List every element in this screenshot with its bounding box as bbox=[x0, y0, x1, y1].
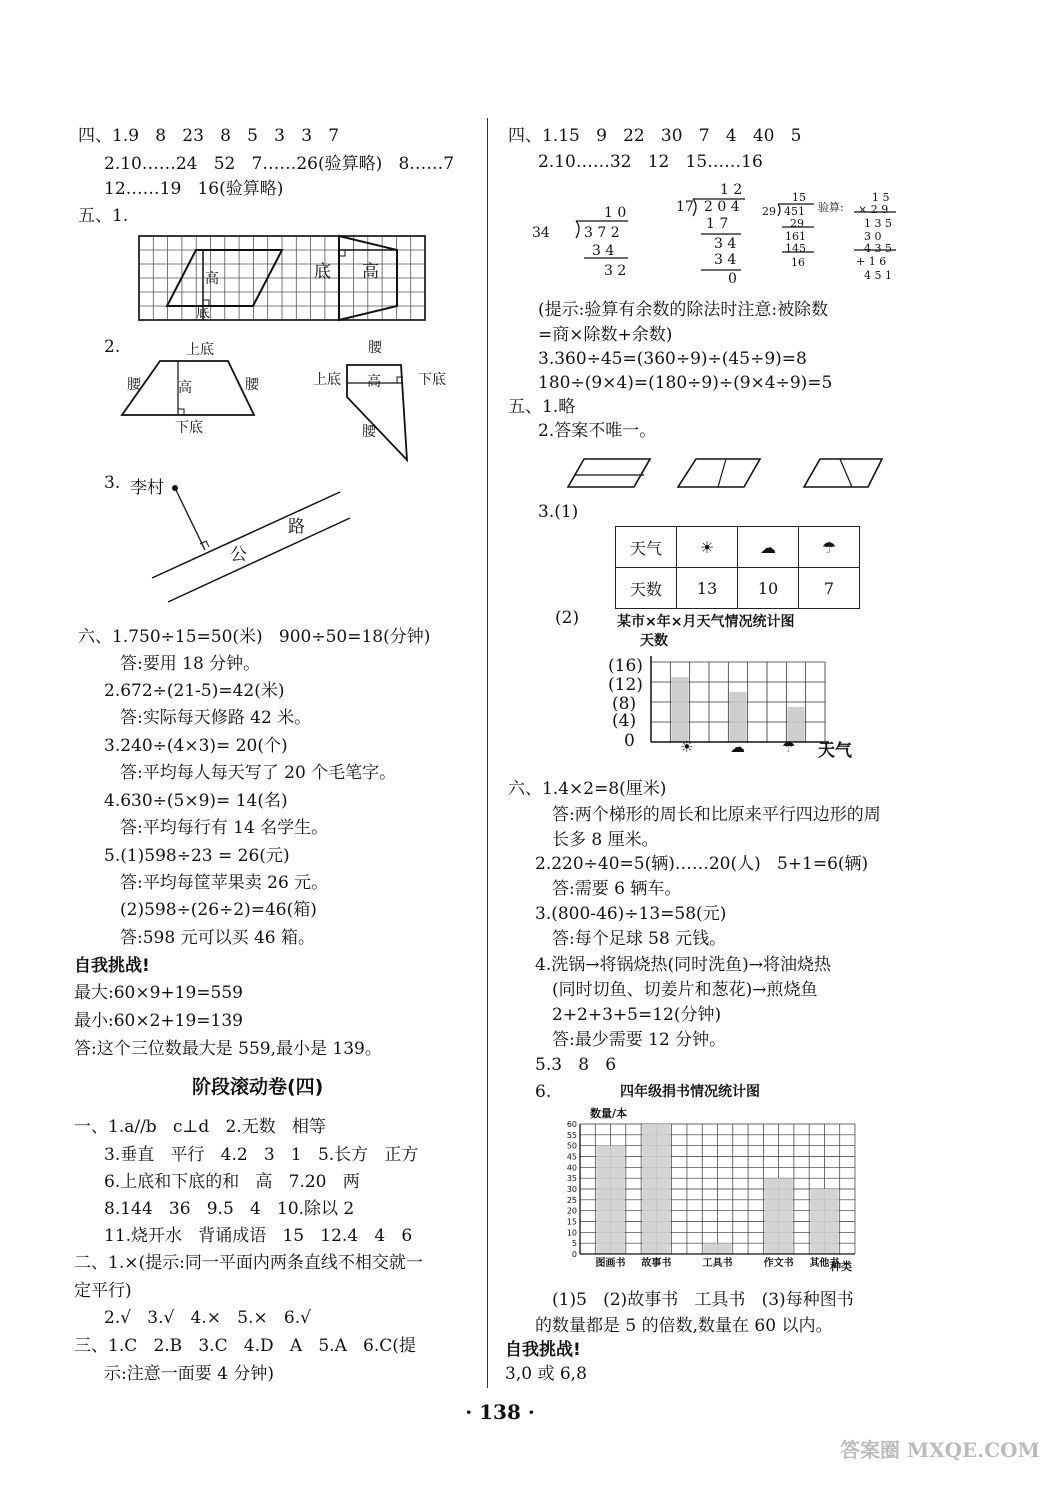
left-s1-line: 11.烧开水 背诵成语 15 12.4 4 6 bbox=[104, 1226, 413, 1246]
right-s6-line: 2.220÷40=5(辆)……20(人) 5+1=6(辆) bbox=[535, 854, 869, 874]
right-s5-line2: 2.答案不唯一。 bbox=[538, 421, 657, 441]
left-s6-line: 答:平均每行有 14 名学生。 bbox=[120, 818, 329, 838]
right-s6-line: 5.3 8 6 bbox=[535, 1055, 617, 1075]
left-s6-line: 答:实际每天修路 42 米。 bbox=[120, 708, 312, 728]
chart2-ytick: 25 bbox=[566, 1195, 577, 1205]
chart1-rainy-icon: ☂ bbox=[782, 738, 796, 756]
chart2-bar bbox=[810, 1189, 839, 1254]
left-s3-line: 示:注意一面要 4 分钟) bbox=[104, 1364, 274, 1384]
weather-row-label: 天气 bbox=[616, 527, 677, 568]
left-challenge-line: 最小:60×2+19=139 bbox=[74, 1011, 243, 1031]
chart2-bar bbox=[642, 1124, 671, 1254]
div3-divisor: 29 bbox=[762, 205, 776, 218]
sunny-days: 13 bbox=[677, 568, 738, 609]
div1-remainder: 3 2 bbox=[604, 263, 627, 279]
chart1-ytick: 0 bbox=[624, 731, 635, 751]
div3-remainder-2: 16 bbox=[791, 256, 805, 269]
chart2-ytick: 35 bbox=[566, 1174, 577, 1184]
right-ans6-line: 的数量都是 5 的倍数,数量在 60 以内。 bbox=[535, 1316, 833, 1336]
check-line-e: 4 3 5 bbox=[864, 242, 892, 255]
right-s6-line: 六、1.4×2=8(厘米) bbox=[508, 779, 667, 799]
left-s6-line: 4.630÷(5×9)= 14(名) bbox=[104, 791, 288, 811]
check-line-a: 1 5 bbox=[872, 191, 890, 204]
trap2-height: 高 bbox=[367, 374, 381, 390]
left-s5-item3: 3. bbox=[104, 473, 121, 493]
chart2-ytick: 60 bbox=[566, 1120, 577, 1129]
chart2-category-label: 图画书 bbox=[595, 1258, 626, 1269]
trap2-bottom-base: 下底 bbox=[418, 372, 446, 388]
weather-table bbox=[615, 526, 860, 609]
check-line-d: 3 0 bbox=[864, 230, 882, 243]
right-challenge-title: 自我挑战! bbox=[505, 1340, 581, 1360]
chart2-category-label: 作文书 bbox=[763, 1258, 794, 1269]
chart1-ytick: (12) bbox=[608, 675, 643, 695]
right-s6-line: 长多 8 厘米。 bbox=[552, 830, 659, 850]
chart1-ytick: (8) bbox=[612, 694, 637, 714]
section-title: 阶段滚动卷(四) bbox=[192, 1076, 324, 1098]
trapezoid-figure-2 bbox=[345, 355, 420, 465]
chart1-bar bbox=[671, 677, 688, 742]
trap2-leg-bottom: 腰 bbox=[362, 424, 376, 440]
chart2-bar bbox=[703, 1243, 732, 1254]
chart1-number: (2) bbox=[555, 608, 580, 628]
left-s5-item2: 2. bbox=[104, 337, 121, 357]
left-challenge-title: 自我挑战! bbox=[74, 956, 150, 976]
div3-dividend: 451 bbox=[784, 205, 805, 218]
div1-divisor: 34 bbox=[532, 225, 550, 241]
left-s4-line1: 四、1.9 8 23 8 5 3 3 7 bbox=[78, 126, 340, 146]
div2-remainder-1: 3 4 bbox=[714, 236, 737, 252]
left-s2-line: 定平行) bbox=[74, 1281, 132, 1301]
trap1-height: 高 bbox=[178, 380, 192, 396]
div2-product-2: 3 4 bbox=[714, 252, 737, 268]
right-s5-line1: 五、1.略 bbox=[508, 397, 576, 417]
cloudy-days: 10 bbox=[738, 568, 799, 609]
right-challenge-line: 3,0 或 6,8 bbox=[505, 1364, 587, 1384]
village-label: 李村 bbox=[130, 478, 164, 498]
left-s4-line3: 12……19 16(验算略) bbox=[104, 179, 284, 199]
right-hint-line: (提示:验算有余数的除法时注意:被除数 bbox=[538, 300, 829, 320]
right-s6-line: 6. bbox=[535, 1082, 552, 1102]
left-s1-line: 3.垂直 平行 4.2 3 1 5.长方 正方 bbox=[104, 1145, 419, 1165]
road-label-2: 路 bbox=[288, 517, 305, 537]
check-line-b: × 2 9 bbox=[858, 203, 889, 216]
column-divider bbox=[487, 118, 488, 1388]
trap1-leg-left: 腰 bbox=[127, 377, 141, 393]
right-s6-line: 答:两个梯形的周长和比原来平行四边形的周 bbox=[552, 805, 881, 825]
check-line-f: + 1 6 bbox=[856, 255, 887, 268]
grid-label-height-2: 高 bbox=[362, 262, 379, 282]
left-s2-line: 二、1.×(提示:同一平面内两条直线不相交就一 bbox=[74, 1253, 423, 1273]
chart2-ytick: 15 bbox=[566, 1217, 577, 1227]
days-row-label: 天数 bbox=[616, 568, 677, 609]
left-s2-line: 2.√ 3.√ 4.× 5.× 6.√ bbox=[104, 1308, 311, 1328]
check-line-g: 4 5 1 bbox=[864, 269, 892, 282]
right-s4-3-line: 3.360÷45=(360÷9)÷(45÷9)=8 bbox=[538, 349, 807, 369]
check-line-c: 1 3 5 bbox=[864, 217, 892, 230]
left-s6-line: 答:598 元可以买 46 箱。 bbox=[120, 928, 316, 948]
grid-label-base-2: 底 bbox=[314, 262, 331, 282]
chart2-bar bbox=[764, 1178, 793, 1254]
right-s4-line1: 四、1.15 9 22 30 7 4 40 5 bbox=[508, 126, 802, 146]
div3-product-2: 145 bbox=[785, 242, 806, 255]
chart2-ylabel: 数量/本 bbox=[590, 1107, 628, 1120]
left-s5-heading: 五、1. bbox=[78, 206, 129, 226]
right-s6-line: 答:每个足球 58 元钱。 bbox=[552, 929, 727, 949]
left-s1-line: 一、1.a//b c⊥d 2.无数 相等 bbox=[74, 1117, 326, 1137]
left-s3-line: 三、1.C 2.B 3.C 4.D A 5.A 6.C(提 bbox=[74, 1336, 416, 1356]
right-s6-line: (同时切鱼、切姜片和葱花)→煎烧鱼 bbox=[552, 980, 818, 1000]
left-s6-line: 3.240÷(4×3)= 20(个) bbox=[104, 736, 288, 756]
div3-quotient: 15 bbox=[792, 191, 806, 204]
chart2-title: 四年级捐书情况统计图 bbox=[620, 1084, 760, 1100]
div2-quotient: 1 2 bbox=[720, 182, 743, 198]
chart2-xlabel: 种类 bbox=[830, 1260, 852, 1273]
left-s4-line2: 2.10……24 52 7……26(验算略) 8……7 bbox=[104, 154, 455, 174]
trap2-top-base: 上底 bbox=[313, 372, 341, 388]
right-s6-line: 3.(800-46)÷13=58(元) bbox=[535, 904, 727, 924]
rainy-days: 7 bbox=[799, 568, 860, 609]
chart2-ytick: 30 bbox=[566, 1185, 577, 1194]
chart2-ytick: 40 bbox=[566, 1163, 577, 1173]
right-s4-3-line: 180÷(9×4)=(180÷9)÷(9×4÷9)=5 bbox=[538, 373, 833, 393]
trap1-leg-right: 腰 bbox=[245, 377, 259, 393]
left-s1-line: 6.上底和下底的和 高 7.20 两 bbox=[104, 1172, 360, 1192]
chart2-ytick: 45 bbox=[566, 1152, 577, 1162]
left-challenge-line: 答:这个三位数最大是 559,最小是 139。 bbox=[74, 1039, 382, 1059]
div2-divisor: 17 bbox=[676, 199, 694, 215]
chart2-ytick: 10 bbox=[566, 1228, 577, 1238]
left-s6-line: 答:要用 18 分钟。 bbox=[120, 654, 261, 674]
div3-product-1: 29 bbox=[790, 217, 804, 230]
page-number: · 138 · bbox=[465, 1400, 535, 1424]
right-s4-line2: 2.10……32 12 15……16 bbox=[538, 152, 763, 172]
chart1-ytick: (16) bbox=[608, 656, 643, 676]
right-s6-line: 2+2+3+5=12(分钟) bbox=[552, 1005, 722, 1025]
road-label-1: 公 bbox=[230, 545, 247, 565]
right-s5-line3: 3.(1) bbox=[538, 502, 579, 522]
div1-product: 3 4 bbox=[592, 243, 615, 259]
chart1-ytick: (4) bbox=[612, 711, 637, 731]
chart1-bar bbox=[729, 692, 746, 742]
left-s6-line: 答:平均每筐苹果卖 26 元。 bbox=[120, 873, 329, 893]
chart2-category-label: 工具书 bbox=[702, 1258, 733, 1269]
div2-product-1: 1 7 bbox=[706, 216, 729, 232]
grid-label-base-1: 底 bbox=[196, 305, 210, 321]
chart2-ytick: 55 bbox=[566, 1130, 577, 1140]
chart1-sunny-icon: ☀ bbox=[680, 738, 694, 756]
chart2-ytick: 5 bbox=[571, 1239, 577, 1249]
grid-label-height-1: 高 bbox=[205, 271, 219, 287]
right-s6-line: 4.洗锅→将锅烧热(同时洗鱼)→将油烧热 bbox=[535, 955, 831, 975]
trap1-top-base: 上底 bbox=[186, 342, 214, 358]
left-s6-line: 5.(1)598÷23 = 26(元) bbox=[104, 846, 290, 866]
watermark: 答案圈 MXQE.COM bbox=[840, 1438, 1040, 1462]
div2-remainder-2: 0 bbox=[728, 271, 737, 287]
right-hint-line: =商×除数+余数) bbox=[538, 325, 673, 345]
div1-quotient: 1 0 bbox=[604, 205, 627, 221]
chart1-title: 某市×年×月天气情况统计图 bbox=[617, 614, 795, 630]
chart2-ytick: 0 bbox=[571, 1250, 577, 1259]
right-s6-line: 答:需要 6 辆车。 bbox=[552, 879, 682, 899]
left-challenge-line: 最大:60×9+19=559 bbox=[74, 983, 243, 1003]
div3-remainder-1: 161 bbox=[785, 230, 806, 243]
parallelogram-figures bbox=[560, 455, 880, 495]
chart2-category-label: 故事书 bbox=[641, 1258, 672, 1269]
road-figure bbox=[150, 480, 360, 610]
chart1-ylabel: 天数 bbox=[640, 633, 668, 649]
chart2-ytick: 20 bbox=[566, 1206, 577, 1216]
rainy-icon: ☂ bbox=[799, 527, 860, 568]
left-s6-line: 六、1.750÷15=50(米) 900÷50=18(分钟) bbox=[78, 627, 431, 647]
div2-dividend: 2 0 4 bbox=[704, 199, 740, 215]
trap1-bottom-base: 下底 bbox=[175, 420, 203, 436]
chart2-category-label: 其他书 bbox=[809, 1258, 840, 1269]
right-ans6-line: (1)5 (2)故事书 工具书 (3)每种图书 bbox=[552, 1290, 854, 1310]
left-s6-line: 答:平均每人每天写了 20 个毛笔字。 bbox=[120, 763, 397, 783]
chart2-ytick: 50 bbox=[566, 1141, 577, 1151]
left-s6-line: (2)598÷(26÷2)=46(箱) bbox=[120, 900, 317, 920]
chart1-cloudy-icon: ☁ bbox=[730, 738, 745, 756]
chart2-bar bbox=[596, 1146, 625, 1254]
right-s6-line: 答:最少需要 12 分钟。 bbox=[552, 1030, 727, 1050]
left-s6-line: 2.672÷(21-5)=42(米) bbox=[104, 681, 285, 701]
trap2-leg-top: 腰 bbox=[368, 340, 382, 356]
sunny-icon: ☀ bbox=[677, 527, 738, 568]
chart1-xlabel: 天气 bbox=[818, 741, 852, 761]
parallelogram-grid-figure bbox=[139, 236, 439, 336]
div1-dividend: 3 7 2 bbox=[584, 225, 620, 241]
cloudy-icon: ☁ bbox=[738, 527, 799, 568]
left-s1-line: 8.144 36 9.5 4 10.除以 2 bbox=[104, 1199, 355, 1219]
check-label: 验算: bbox=[818, 201, 844, 214]
